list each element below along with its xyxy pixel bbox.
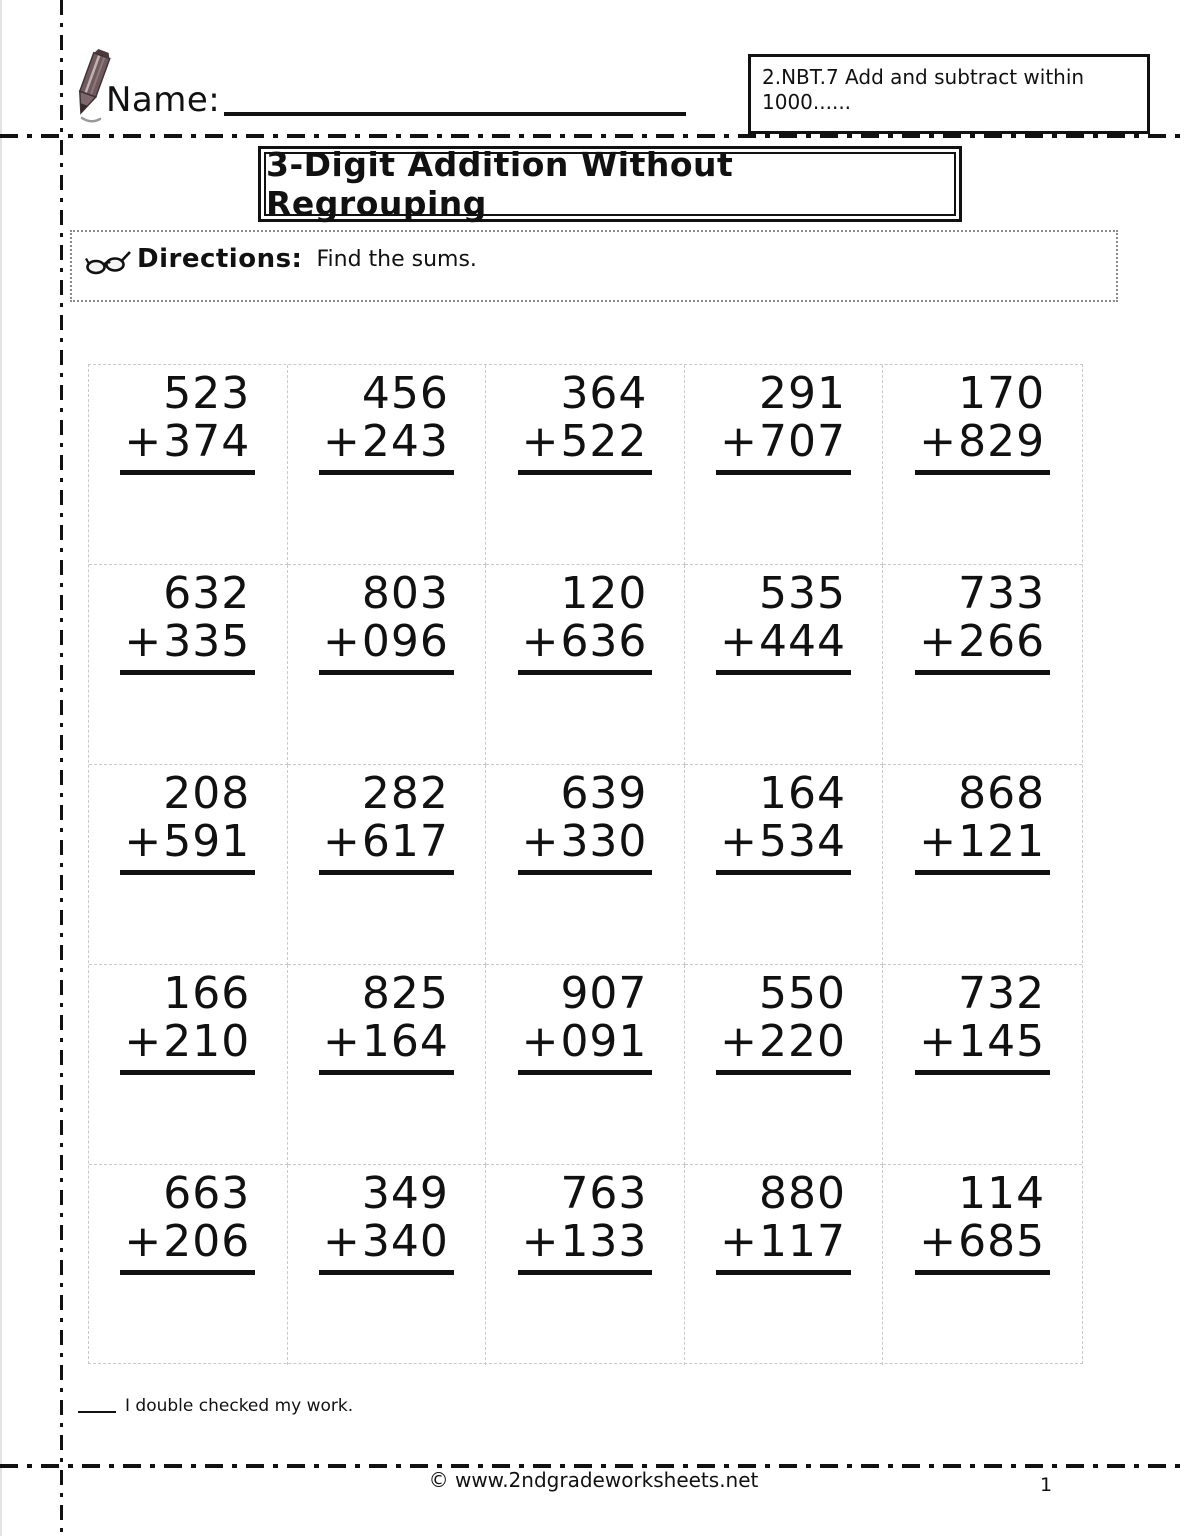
standard-box: 2.NBT.7 Add and subtract within 1000...... xyxy=(748,54,1150,134)
addend-top: 170 xyxy=(958,368,1046,419)
double-check-text: I double checked my work. xyxy=(125,1396,354,1416)
addend-bottom: 330 xyxy=(560,816,648,867)
plus-sign: + xyxy=(720,1216,759,1267)
addition-problem xyxy=(716,370,851,475)
problem-cell[interactable] xyxy=(883,365,1082,565)
addition-problem xyxy=(915,1170,1050,1275)
addition-problem xyxy=(120,770,255,875)
addend-bottom-row xyxy=(716,618,851,675)
addend-bottom-row xyxy=(518,618,653,675)
addend-top: 164 xyxy=(759,768,847,819)
addition-problem xyxy=(319,970,454,1075)
addition-problem xyxy=(319,1170,454,1275)
plus-sign: + xyxy=(322,816,361,867)
plus-sign: + xyxy=(720,416,759,467)
plus-sign: + xyxy=(919,816,958,867)
addend-top: 907 xyxy=(560,968,648,1019)
problem-cell[interactable] xyxy=(486,765,685,965)
addition-problem xyxy=(716,1170,851,1275)
addend-bottom-row xyxy=(120,818,255,875)
problem-cell[interactable] xyxy=(685,965,884,1165)
addend-bottom: 444 xyxy=(759,616,847,667)
addend-bottom-row xyxy=(716,418,851,475)
addend-bottom: 591 xyxy=(163,816,251,867)
problem-cell[interactable] xyxy=(288,565,487,765)
addition-problem xyxy=(518,770,653,875)
directions-text: Find the sums. xyxy=(316,247,477,272)
addend-bottom-row xyxy=(319,418,454,475)
problem-cell[interactable] xyxy=(685,365,884,565)
addend-top: 632 xyxy=(163,568,251,619)
page-title: 3-Digit Addition Without Regrouping xyxy=(264,152,956,216)
addend-top: 114 xyxy=(958,1168,1046,1219)
problem-cell[interactable] xyxy=(685,1165,884,1365)
addend-top: 663 xyxy=(163,1168,251,1219)
addend-bottom: 096 xyxy=(361,616,449,667)
plus-sign: + xyxy=(919,1016,958,1067)
name-row xyxy=(106,80,686,120)
problem-cell[interactable] xyxy=(89,365,288,565)
addend-bottom-row xyxy=(716,818,851,875)
plus-sign: + xyxy=(322,1216,361,1267)
problem-cell[interactable] xyxy=(288,365,487,565)
problem-cell[interactable] xyxy=(288,765,487,965)
problem-cell[interactable] xyxy=(486,965,685,1165)
addend-top: 456 xyxy=(361,368,449,419)
addend-bottom: 243 xyxy=(361,416,449,467)
addend-top: 291 xyxy=(759,368,847,419)
page-edge xyxy=(0,0,2,1536)
plus-sign: + xyxy=(919,416,958,467)
addend-bottom: 210 xyxy=(163,1016,251,1067)
problem-cell[interactable] xyxy=(883,765,1082,965)
plus-sign: + xyxy=(720,616,759,667)
addition-problem xyxy=(518,1170,653,1275)
addend-bottom-row xyxy=(518,418,653,475)
addition-problem xyxy=(319,770,454,875)
addend-bottom-row xyxy=(915,1218,1050,1275)
directions-label: Directions: xyxy=(137,244,303,274)
addition-problem xyxy=(716,570,851,675)
addend-bottom: 685 xyxy=(958,1216,1046,1267)
directions-box xyxy=(70,230,1118,302)
plus-sign: + xyxy=(521,1016,560,1067)
addition-problem xyxy=(915,370,1050,475)
name-label: Name: xyxy=(106,80,221,120)
addend-top: 364 xyxy=(560,368,648,419)
addend-top: 733 xyxy=(958,568,1046,619)
addend-bottom-row xyxy=(518,818,653,875)
plus-sign: + xyxy=(124,416,163,467)
name-blank-line[interactable] xyxy=(224,112,686,116)
plus-sign: + xyxy=(919,616,958,667)
addend-bottom: 707 xyxy=(759,416,847,467)
addend-top: 732 xyxy=(958,968,1046,1019)
problem-cell[interactable] xyxy=(486,365,685,565)
problem-cell[interactable] xyxy=(685,565,884,765)
addend-bottom: 164 xyxy=(361,1016,449,1067)
plus-sign: + xyxy=(124,816,163,867)
plus-sign: + xyxy=(521,416,560,467)
problem-cell[interactable] xyxy=(883,565,1082,765)
addend-top: 763 xyxy=(560,1168,648,1219)
addition-problem xyxy=(915,570,1050,675)
addend-top: 120 xyxy=(560,568,648,619)
addition-problem xyxy=(716,970,851,1075)
addend-bottom: 133 xyxy=(560,1216,648,1267)
addend-bottom-row xyxy=(915,1018,1050,1075)
problem-cell[interactable] xyxy=(883,1165,1082,1365)
addend-bottom-row xyxy=(915,418,1050,475)
top-cut-line xyxy=(0,134,1187,138)
addition-problem xyxy=(120,370,255,475)
addend-bottom-row xyxy=(319,1018,454,1075)
addend-bottom-row xyxy=(915,818,1050,875)
addend-top: 166 xyxy=(163,968,251,1019)
addend-bottom: 374 xyxy=(163,416,251,467)
page-number: 1 xyxy=(1040,1474,1053,1496)
problems-grid xyxy=(88,364,1083,1364)
addend-top: 803 xyxy=(361,568,449,619)
plus-sign: + xyxy=(124,1216,163,1267)
addend-top: 825 xyxy=(361,968,449,1019)
addition-problem xyxy=(518,970,653,1075)
addend-top: 208 xyxy=(163,768,251,819)
addend-bottom: 145 xyxy=(958,1016,1046,1067)
addition-problem xyxy=(120,970,255,1075)
copyright: © www.2ndgradeworksheets.net xyxy=(428,1468,759,1492)
addend-bottom-row xyxy=(120,1218,255,1275)
problem-cell[interactable] xyxy=(288,1165,487,1365)
addend-bottom: 617 xyxy=(361,816,449,867)
problem-cell[interactable] xyxy=(486,565,685,765)
addition-problem xyxy=(518,570,653,675)
addend-bottom: 121 xyxy=(958,816,1046,867)
plus-sign: + xyxy=(919,1216,958,1267)
double-check-row xyxy=(78,1396,353,1416)
addend-bottom-row xyxy=(319,1218,454,1275)
plus-sign: + xyxy=(521,616,560,667)
addend-bottom-row xyxy=(120,418,255,475)
addend-bottom: 829 xyxy=(958,416,1046,467)
addend-bottom-row xyxy=(120,618,255,675)
addend-bottom: 636 xyxy=(560,616,648,667)
glasses-icon xyxy=(85,250,131,280)
addend-top: 282 xyxy=(361,768,449,819)
title-box xyxy=(258,146,962,222)
addend-bottom: 220 xyxy=(759,1016,847,1067)
addend-top: 639 xyxy=(560,768,648,819)
addend-bottom-row xyxy=(120,1018,255,1075)
plus-sign: + xyxy=(720,1016,759,1067)
addend-bottom-row xyxy=(319,818,454,875)
addend-bottom-row xyxy=(716,1218,851,1275)
addend-bottom: 206 xyxy=(163,1216,251,1267)
addend-bottom: 091 xyxy=(560,1016,648,1067)
addition-problem xyxy=(915,970,1050,1075)
plus-sign: + xyxy=(720,816,759,867)
addition-problem xyxy=(120,1170,255,1275)
addition-problem xyxy=(319,370,454,475)
plus-sign: + xyxy=(124,1016,163,1067)
addition-problem xyxy=(518,370,653,475)
addend-top: 880 xyxy=(759,1168,847,1219)
problem-cell[interactable] xyxy=(883,965,1082,1165)
plus-sign: + xyxy=(322,1016,361,1067)
addend-top: 523 xyxy=(163,368,251,419)
plus-sign: + xyxy=(322,416,361,467)
plus-sign: + xyxy=(322,616,361,667)
problem-cell[interactable] xyxy=(89,1165,288,1365)
plus-sign: + xyxy=(124,616,163,667)
addend-bottom-row xyxy=(915,618,1050,675)
addend-bottom: 340 xyxy=(361,1216,449,1267)
addend-top: 349 xyxy=(361,1168,449,1219)
addition-problem xyxy=(120,570,255,675)
addend-bottom: 266 xyxy=(958,616,1046,667)
addend-bottom: 534 xyxy=(759,816,847,867)
plus-sign: + xyxy=(521,1216,560,1267)
addend-top: 550 xyxy=(759,968,847,1019)
check-blank-line[interactable] xyxy=(78,1411,116,1413)
problem-cell[interactable] xyxy=(486,1165,685,1365)
problem-cell[interactable] xyxy=(89,965,288,1165)
addend-bottom-row xyxy=(319,618,454,675)
addend-top: 868 xyxy=(958,768,1046,819)
plus-sign: + xyxy=(521,816,560,867)
addend-bottom-row xyxy=(518,1218,653,1275)
addition-problem xyxy=(915,770,1050,875)
problem-cell[interactable] xyxy=(89,565,288,765)
addend-bottom: 335 xyxy=(163,616,251,667)
addition-problem xyxy=(319,570,454,675)
addend-bottom: 522 xyxy=(560,416,648,467)
addend-bottom: 117 xyxy=(759,1216,847,1267)
problem-cell[interactable] xyxy=(685,765,884,965)
addition-problem xyxy=(716,770,851,875)
addend-top: 535 xyxy=(759,568,847,619)
problem-cell[interactable] xyxy=(89,765,288,965)
problem-cell[interactable] xyxy=(288,965,487,1165)
addend-bottom-row xyxy=(716,1018,851,1075)
addend-bottom-row xyxy=(518,1018,653,1075)
left-cut-line xyxy=(60,0,63,1536)
